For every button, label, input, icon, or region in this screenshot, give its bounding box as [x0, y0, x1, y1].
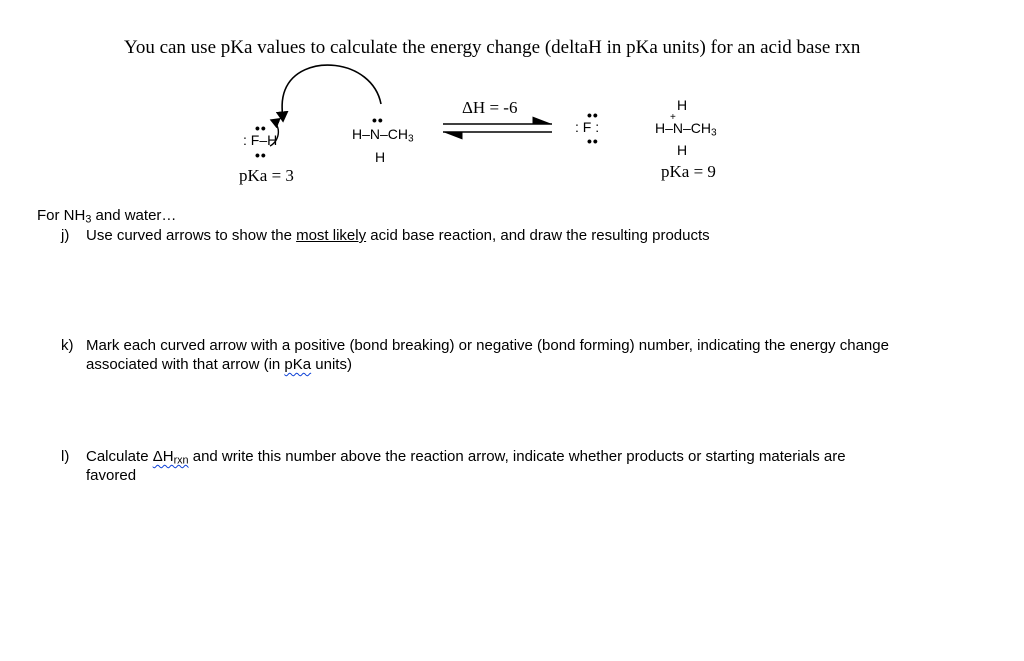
ammonium-molecule: $H-N-CH_3$: [655, 120, 717, 139]
ammonium-charge: +: [670, 112, 676, 123]
hf-lone-pair-bottom: ••: [255, 147, 267, 163]
intro-text: You can use pKa values to calculate the energy change (deltaH in pKa units) for an acid base rxn: [124, 37, 861, 58]
fluoride-lone-pair-top: ••: [587, 107, 599, 123]
question-k-marker: k): [61, 337, 74, 354]
pka-right: pKa = 9: [661, 162, 716, 181]
question-j-marker: j): [61, 227, 70, 244]
prompt-line: For $NH_3$ and water…: [37, 207, 177, 226]
delta-h-label: ΔH = -6: [462, 98, 518, 117]
ammonium-h-top: H: [677, 97, 688, 113]
question-k-line1: Mark each curved arrow with a positive (bond breaking) or negative (bond forming) number, indicating the energy change: [86, 337, 889, 354]
amine-lone-pair: ••: [372, 112, 384, 128]
amine-h-below: H: [375, 149, 386, 165]
question-j-text: Use curved arrows to show the most likely acid base reaction, and draw the resulting products: [86, 227, 710, 244]
curved-arrow-n-to-h: [282, 65, 381, 121]
ammonium-h-bottom: H: [677, 142, 688, 158]
question-l-line2: favored: [86, 467, 137, 484]
pka-left: pKa = 3: [239, 166, 294, 185]
question-l-marker: l): [61, 448, 70, 465]
amine-molecule: $H-N-CH_3$: [352, 126, 414, 145]
fluoride-ion: : F :: [575, 119, 600, 135]
hf-lone-pair-top: ••: [255, 120, 267, 136]
question-k-line2: associated with that arrow (in pKa units): [86, 356, 352, 373]
question-l-line1: Calculate $\Delta H_{rxn}$ and write this number above the reaction arrow, indicate whether products or starting materials are: [86, 448, 846, 467]
fluoride-lone-pair-bottom: ••: [587, 133, 599, 149]
hf-molecule: : F–H: [243, 132, 278, 148]
